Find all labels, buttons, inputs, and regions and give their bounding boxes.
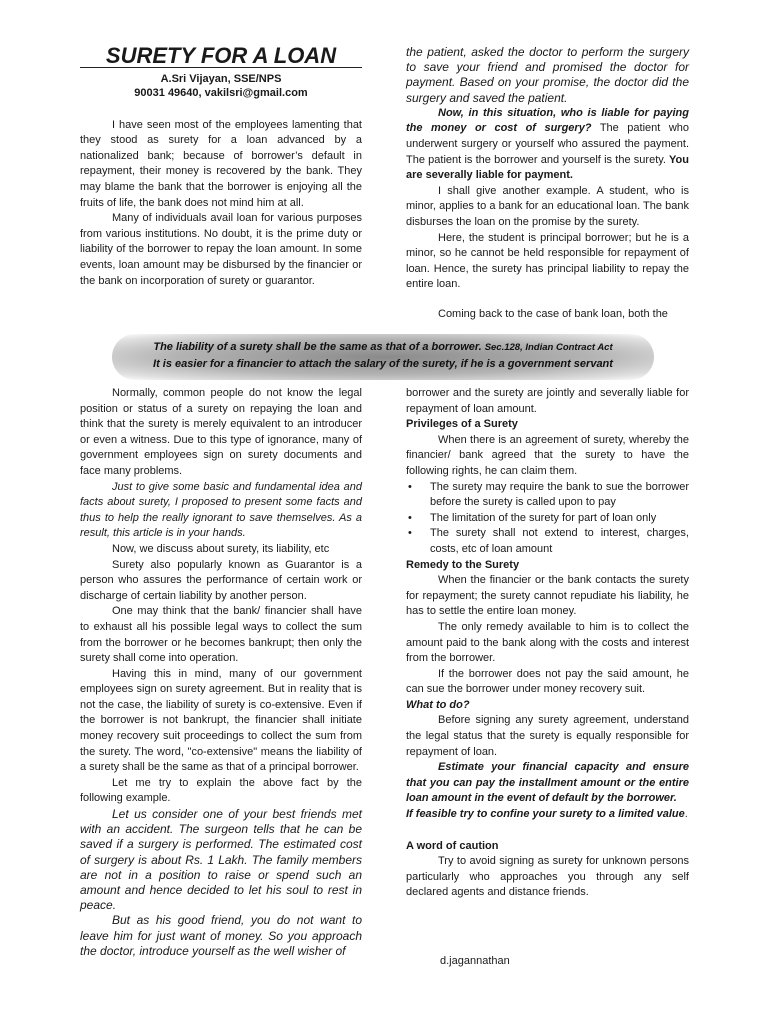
paragraph: If the borrower does not pay the said amount, he can sue the borrower under money recovery suit.	[406, 667, 689, 696]
paragraph: the patient, asked the doctor to perform the surgery to save your friend and promised the doctor for payment. Based on your promise, the doctor did the surgery and saved the patient.	[406, 45, 689, 105]
paragraph: Before signing any surety agreement, understand the legal status that the surety is equally responsible for repayment of loan.	[406, 714, 689, 758]
paragraph: When there is an agreement of surety, whereby the financier/ bank agreed that the surety to have the following rights, he can claim them.	[406, 433, 689, 477]
banner-reference: Sec.128, Indian Contract Act	[484, 342, 613, 353]
paragraph: Try to avoid signing as surety for unknown persons particularly who approaches you through any self declared agents and distance friends.	[406, 855, 689, 899]
left-column-top	[80, 43, 362, 289]
paragraph-text: The patient who underwent surgery or yourself who assured the payment. The patient is the borrower and yourself is the surety.	[406, 122, 689, 166]
paragraph: borrower and the surety are jointly and severally liable for repayment of loan amount.	[406, 387, 689, 415]
paragraph: Surety also popularly known as Guarantor is a person who assures the performance of certain work or discharge of certain liability by another person.	[80, 558, 362, 602]
paragraph: Having this in mind, many of our government employees sign on surety agreement. But in reality that is not the case, the liability of surety is co-extensive. Even if the borrower is not bankrupt, the financier shall initiate money recovery suit proceedings to collect the sum from the surety. The word, "co-extensive" means the liability of a surety shall be the same as that of a principal borrower.	[80, 667, 362, 774]
paragraph: Estimate your financial capacity and ensure that you can pay the installment amount or the entire loan amount in the event of default by the borrower.	[406, 761, 689, 805]
right-column-bottom: borrower and the surety are jointly and severally liable for repayment of loan amount. Privileges of a Surety When there is an agreement of surety, whereby the financier/ bank agreed that the surety to have the following rights, he can claim them. • The surety may require the bank to sue the borrower before the surety is called upon to pay • The limitation of the surety for part of loan only • The surety shall not extend to interest, charges, costs, etc of loan amount Remedy to the Surety When the financier or the bank contacts the surety for repayment; the surety cannot repudiate his liability, he has to settle the entire loan money. The only remedy available to him is to collect the amount paid to the bank along with the costs and interest from the borrower. If the borrower does not pay the said amount, he can sue the borrower under money recovery suit. What to do? Before signing any surety agreement, understand the legal status that the surety is equally responsible for repayment of loan. Estimate your financial capacity and ensure that you can pay the installment amount or the entire loan amount in the event of default by the borrower. If feasible try to confine your surety to a limited value. A word of caution Try to avoid signing as surety for unknown persons particularly who approaches you through any self declared agents and distance friends.	[406, 386, 689, 901]
paragraph: I have seen most of the employees lamenting that they stood as surety for a loan advanced by a nationalized bank; because of borrower’s default in repayment, their money is recovered by the bank. They may blame the bank that the borrower is enjoying all the fruits of life, the bank does not mind him at all.	[80, 118, 362, 209]
paragraph: Many of individuals avail loan for various purposes from various institutions. No doubt, it is the prime duty or liability of the borrower to repay the loan amount. In some events, loan amount may be disbursed by the financier or the bank on incorporation of surety or guarantor.	[80, 212, 362, 287]
author-name: A.Sri Vijayan, SSE/NPS	[160, 72, 282, 85]
left-column-bottom	[80, 386, 362, 959]
banner-line-2: It is easier for a financier to attach the salary of the surety, if he is a government servant	[153, 358, 613, 370]
highlight-banner	[112, 334, 654, 380]
page-title: SURETY FOR A LOAN	[105, 43, 337, 68]
paragraph: Just to give some basic and fundamental idea and facts about surety, I proposed to present some facts and thus to help the really ignorant to save themselves. As a result, this article is in your hands.	[80, 480, 362, 540]
section-heading: What to do?	[406, 698, 470, 711]
privileges-list	[406, 480, 689, 558]
paragraph: Normally, common people do not know the legal position or status of a surety on repaying the loan and think that the surety is merely equivalent to an introducer or even a witness. Due to this type of ignorance, many of government employees sign on surety documents and face many problems.	[80, 387, 362, 477]
list-item: • The surety shall not extend to interest, charges, costs, etc of loan amount	[430, 526, 689, 557]
answer-text: You are severally liable for payment.	[406, 153, 689, 182]
question-text: Now, in this situation, who is liable for paying the money or cost of surgery?	[406, 106, 689, 135]
paragraph: Let us consider one of your best friends met with an accident. The surgeon tells that he can be saved if a surgery is performed. The estimated cost of surgery is about Rs. 1 Lakh. The family members are not in a position to raise or spend such an amount and hence decided to let his soul to rest in peace.	[80, 807, 362, 913]
signature: d.jagannathan	[440, 955, 510, 967]
paragraph: The only remedy available to him is to collect the amount paid to the bank along with the costs and interest from the borrower.	[406, 620, 689, 665]
author-contact: 90031 49640, vakilsri@gmail.com	[134, 86, 308, 99]
paragraph: I shall give another example. A student, who is minor, applies to a bank for an educational loan. The bank disburses the loan on the promise by the surety.	[406, 184, 689, 228]
section-heading: Privileges of a Surety	[406, 418, 518, 431]
list-item: • The surety may require the bank to sue the borrower before the surety is called upon to pay	[430, 480, 689, 511]
paragraph: When the financier or the bank contacts the surety for repayment; the surety cannot repudiate his liability, he has to settle the entire loan money.	[406, 574, 689, 618]
section-heading: Remedy to the Surety	[406, 558, 520, 571]
section-heading: A word of caution	[406, 839, 499, 852]
banner-line-1: The liability of a surety shall be the same as that of a borrower. Sec.128, Indian Contract Act	[153, 341, 613, 353]
paragraph-text: If feasible try to confine your surety to a limited value	[406, 808, 685, 821]
list-item: • The limitation of the surety for part of loan only	[430, 511, 689, 527]
paragraph: Let me try to explain the above fact by the following example.	[80, 776, 362, 805]
paragraph: Coming back to the case of bank loan, both the	[438, 307, 668, 320]
paragraph: Here, the student is principal borrower; but he is a minor, so he cannot be held responsible for repayment of loan. Hence, the surety has principal liability to repay the entire loan.	[406, 231, 689, 291]
right-column-top	[406, 45, 689, 323]
paragraph: One may think that the bank/ financier shall have to exhaust all his possible legal ways to collect the sum from the borrower or he becomes bankrupt; then only the surety shall come into operation.	[80, 605, 362, 665]
paragraph: Now, we discuss about surety, its liability, etc	[112, 542, 330, 555]
paragraph: But as his good friend, you do not want to leave him for just want of money. So you approach the doctor, introduce yourself as the well wisher of	[80, 913, 362, 958]
